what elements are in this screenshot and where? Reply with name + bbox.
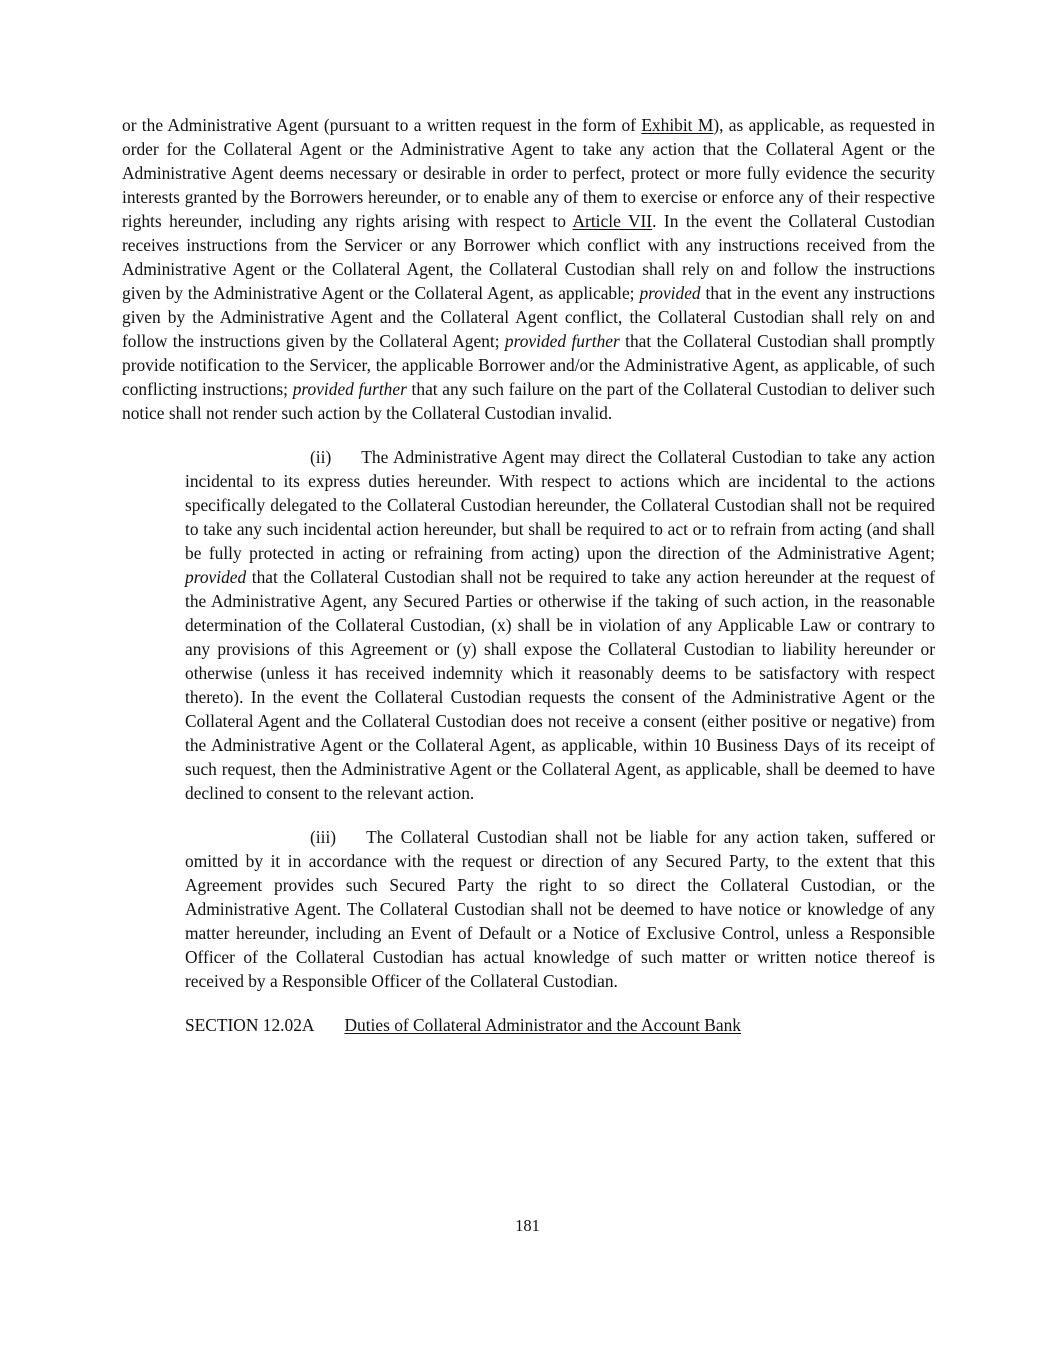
text-run: . In the event the Collateral Custodian receives instructions from the Servicer or any Borrower which conflict with any instructions received from the Administrative Agent or the Collateral Agent, the Collateral Custodian shall rely on and follow the instructions given by the Administrative Agent or the Collateral Agent, as applicable; [122, 211, 936, 303]
italic-term: provided further [292, 379, 407, 399]
section-heading [185, 1013, 935, 1037]
italic-term: provided [639, 283, 701, 303]
paragraph-clause-iii [185, 825, 935, 993]
section-number: SECTION 12.02A [185, 1015, 315, 1035]
italic-term: provided further [504, 331, 620, 351]
underlined-reference: Article VII [572, 211, 653, 231]
text-run: (iii) [310, 827, 337, 847]
text-run: ), as applicable, as requested in order for the Collateral Agent or the Administrative Agent to take any action that the Collateral Agent or the Administrative Agent deems necessary or desirable in order to perfect, protect or more fully evidence the security interests granted by the Borrowers hereunder, or to enable any of them to exercise or enforce any of their respective rights hereunder, including any rights arising with respect to [122, 115, 935, 231]
text-run: that any such failure on the part of the Collateral Custodian to deliver such notice shall not render such action by the Collateral Custodian invalid. [122, 379, 935, 423]
text-run: that the Collateral Custodian shall not be required to take any action hereunder at the request of the Administrative Agent, any Secured Parties or otherwise if the taking of such action, in the reasonable determination of the Collateral Custodian, (x) shall be in violation of any Applicable Law or contrary to any provisions of this Agreement or (y) shall expose the Collateral Custodian to liability hereunder or otherwise (unless it has received indemnity which it reasonably deems to be satisfactory with respect thereto). In the event the Collateral Custodian requests the consent of the Administrative Agent or the Collateral Agent and the Collateral Custodian does not receive a consent (either positive or negative) from the Administrative Agent or the Collateral Agent, as applicable, within 10 Business Days of its receipt of such request, then the Administrative Agent or the Collateral Agent, as applicable, shall be deemed to have declined to consent to the relevant action. [185, 567, 935, 803]
text-run: or the Administrative Agent (pursuant to a written request in the form of [122, 115, 642, 135]
text-run: The Collateral Custodian shall not be liable for any action taken, suffered or omitted by it in accordance with the request or direction of any Secured Party, to the extent that this Agreement provides such Secured Party the right to so direct the Collateral Custodian, or the Administrative Agent. The Collateral Custodian shall not be deemed to have notice or knowledge of any matter hereunder, including an Event of Default or a Notice of Exclusive Control, unless a Responsible Officer of the Collateral Custodian has actual knowledge of such matter or written notice thereof is received by a Responsible Officer of the Collateral Custodian. [185, 827, 935, 991]
text-run: that the Collateral Custodian shall promptly provide notification to the Servicer, the applicable Borrower and/or the Administrative Agent, as applicable, of such conflicting instructions; [122, 331, 935, 399]
paragraph-clause-ii [185, 445, 935, 805]
text-run: that in the event any instructions given by the Administrative Agent and the Collateral Agent conflict, the Collateral Custodian shall rely on and follow the instructions given by the Collateral Agent; [122, 283, 936, 351]
paragraph-continuation [122, 113, 935, 425]
text-run: (ii) [310, 447, 332, 467]
underlined-reference: Exhibit M [641, 115, 714, 135]
page-number: 181 [515, 1216, 540, 1235]
text-run: The Administrative Agent may direct the Collateral Custodian to take any action incidental to its express duties hereunder. With respect to actions which are incidental to the actions specifically delegated to the Collateral Custodian hereunder, the Collateral Custodian shall not be required to take any such incidental action hereunder, but shall be required to act or to refrain from acting (and shall be fully protected in acting or refraining from acting) upon the direction of the Administrative Agent; [185, 447, 935, 563]
italic-term: provided [185, 567, 247, 587]
section-title: Duties of Collateral Administrator and the Account Bank [344, 1015, 741, 1035]
